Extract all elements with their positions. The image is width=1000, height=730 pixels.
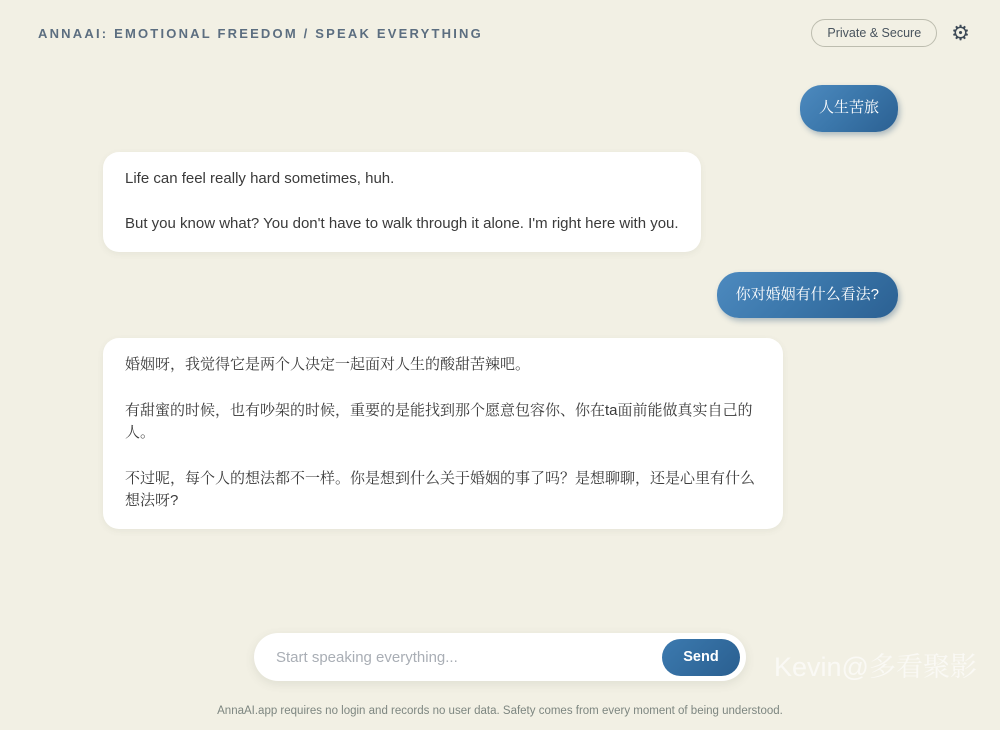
send-button[interactable]: Send — [662, 639, 740, 676]
message-row-ai — [103, 338, 898, 529]
message-paragraph: 不过呢，每个人的想法都不一样。你是想到什么关于婚姻的事了吗？是想聊聊，还是心里有什么想法呀? — [125, 469, 756, 509]
message-composer — [254, 633, 746, 681]
chat-bubble-user — [717, 272, 898, 319]
message-paragraph: 有甜蜜的时候，也有吵架的时候，重要的是能找到那个愿意包容你、你在ta面前能做真实自己的人。 — [125, 401, 753, 441]
chat-bubble-user — [800, 85, 898, 132]
message-paragraph: Life can feel really hard sometimes, huh. — [125, 169, 395, 187]
app-title: ANNAAI: EMOTIONAL FREEDOM / SPEAK EVERYTHING — [38, 25, 483, 41]
footer-note: AnnaAI.app requires no login and records no user data. Safety comes from every moment of being understood. — [217, 705, 783, 717]
chat-bubble-ai — [103, 338, 783, 529]
message-paragraph: But you know what? You don't have to walk through it alone. I'm right here with you. — [125, 215, 679, 232]
chat-bubble-ai — [103, 152, 701, 252]
header-actions — [811, 19, 970, 47]
message-row-user — [103, 85, 898, 132]
message-row-ai — [103, 152, 898, 252]
app-header — [0, 0, 1000, 48]
message-paragraph: 婚姻呀，我觉得它是两个人决定一起面对人生的酸甜苦辣吧。 — [125, 356, 531, 373]
chat-area — [0, 48, 1000, 529]
gear-icon[interactable]: ⚙ — [951, 21, 970, 45]
watermark-text: Kevin@多看聚影 — [774, 652, 977, 682]
message-input[interactable] — [276, 649, 662, 666]
message-paragraph: 你对婚姻有什么看法? — [735, 285, 879, 303]
message-paragraph: 人生苦旅 — [818, 99, 879, 116]
message-row-user — [103, 272, 898, 319]
private-secure-badge: Private & Secure — [811, 19, 937, 47]
